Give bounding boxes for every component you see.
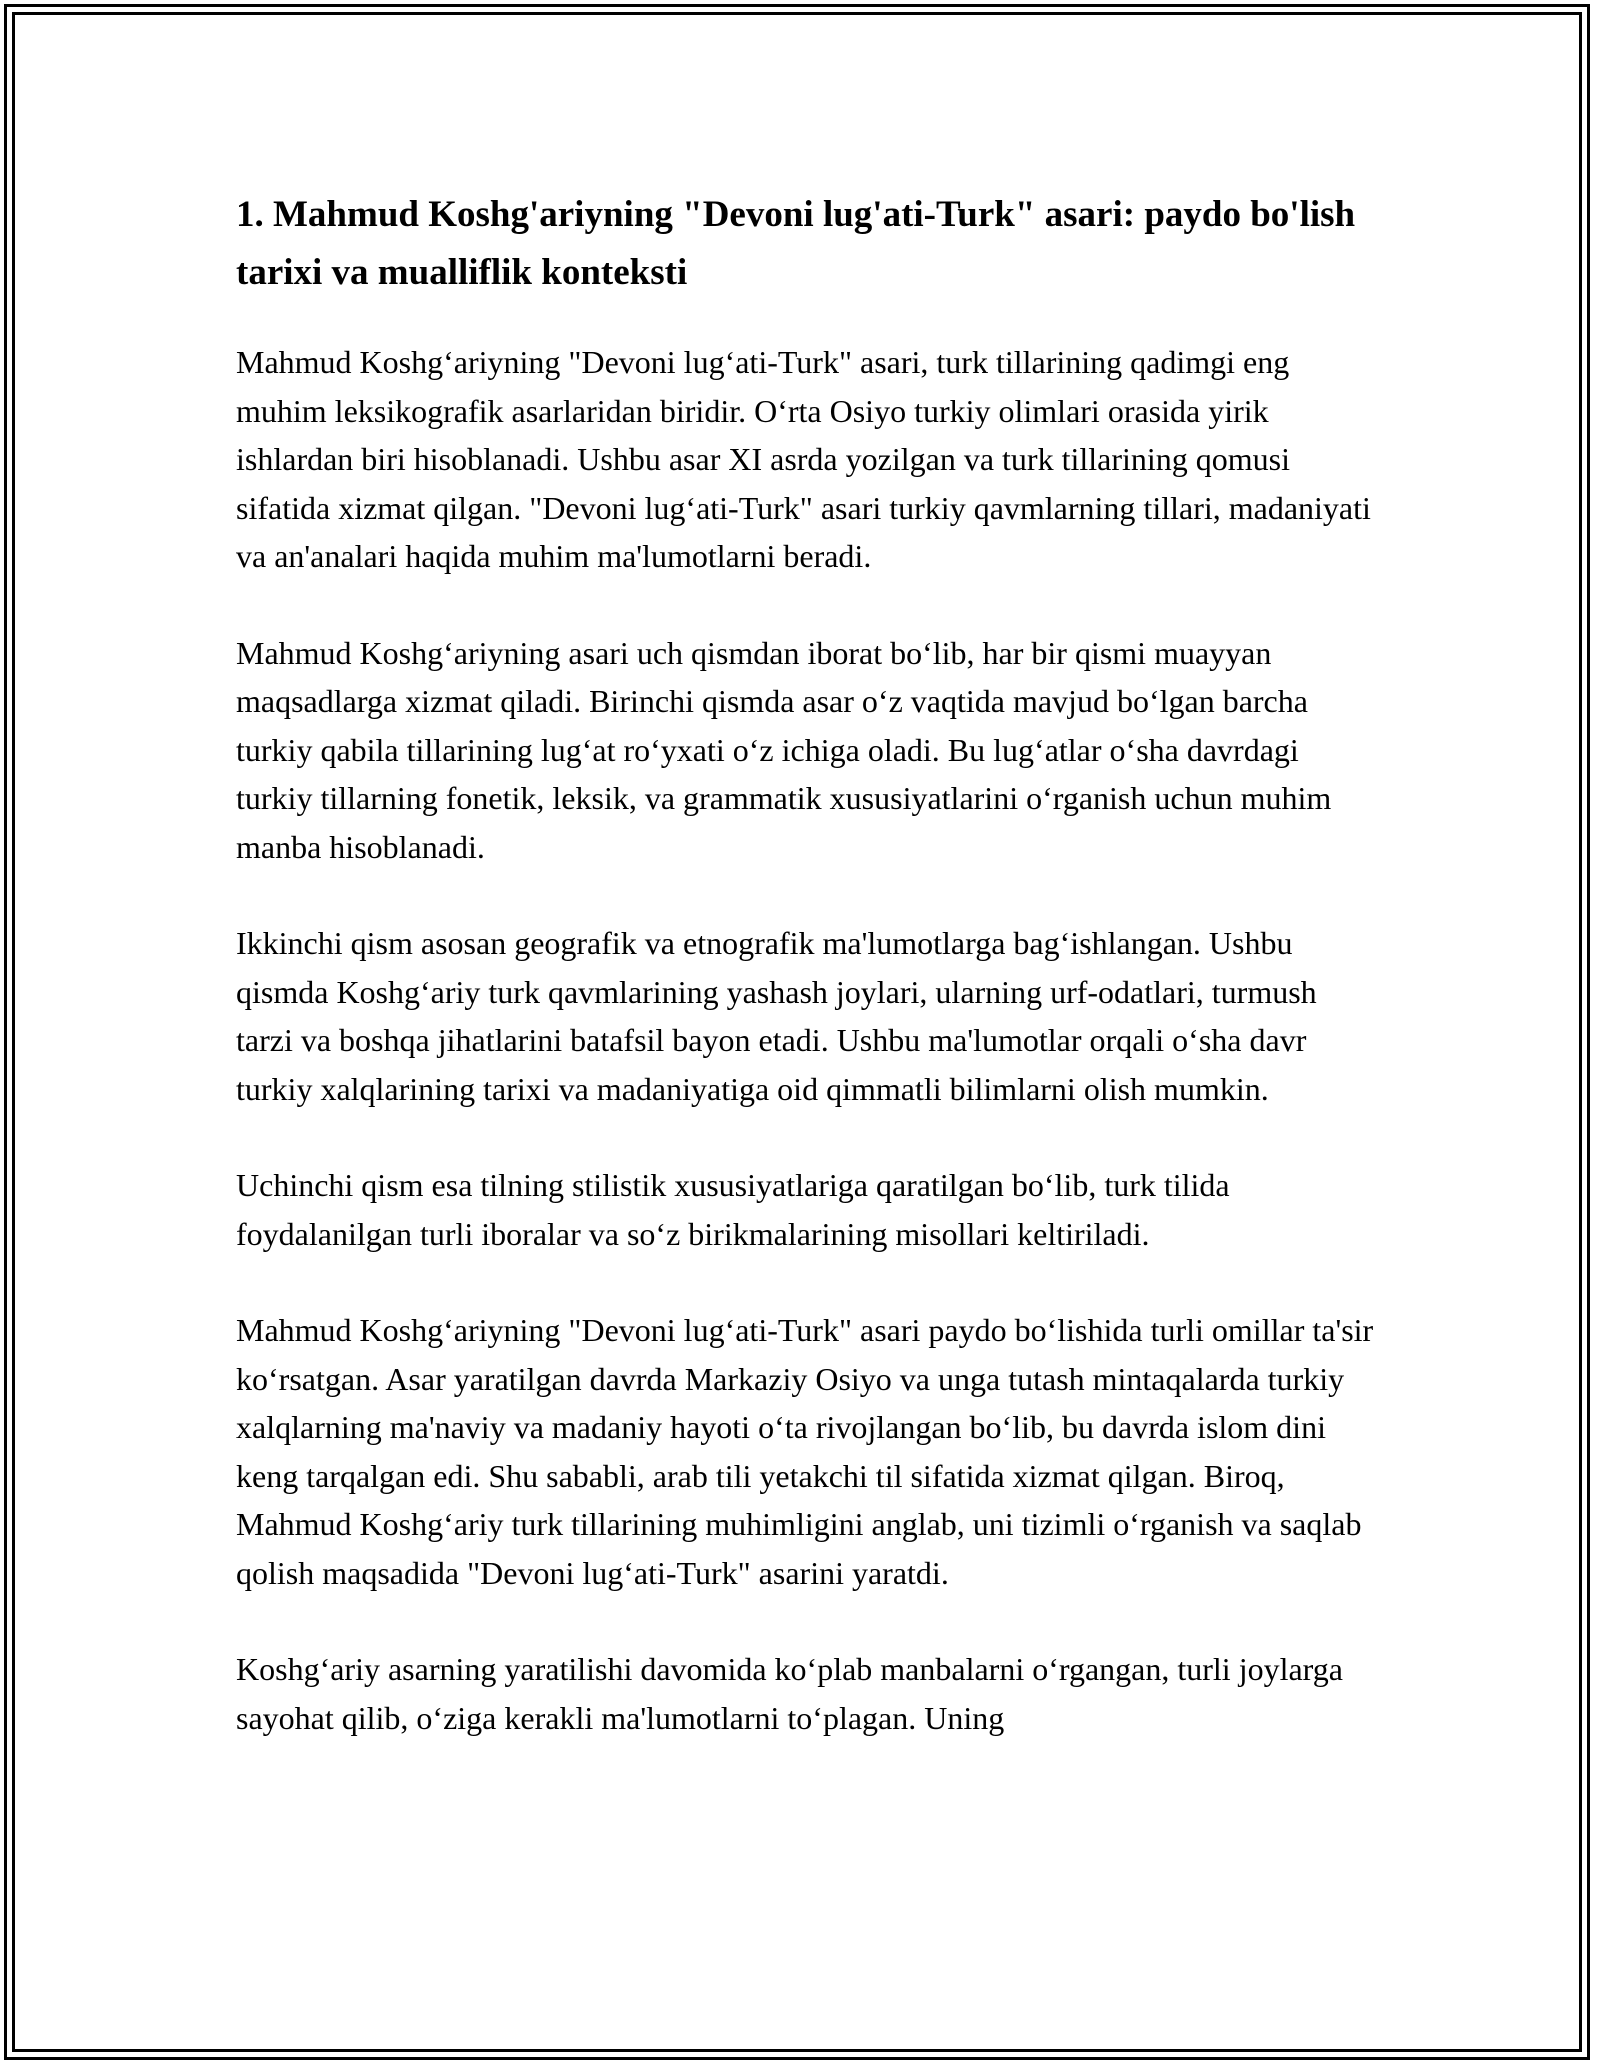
paragraph-4: Uchinchi qism esa tilning stilistik xususiyatlariga qaratilgan bo‘lib, turk tilida foydalanilgan turli iboralar va so‘z birikmalarining misollari keltiriladi. xyxy=(236,1167,1230,1252)
paragraph-2: Mahmud Koshg‘ariyning asari uch qismdan iborat bo‘lib, har bir qismi muayyan maqsadlarga xizmat qiladi. Birinchi qismda asar o‘z vaqtida mavjud bo‘lgan barcha turkiy qabila tillarining lug‘at ro‘yxati o‘z ichiga oladi. Bu lug‘atlar o‘sha davrdagi turkiy tillarning fonetik, leksik, va grammatik xususiyatlarini o‘rganish uchun muhim manba hisoblanadi. xyxy=(236,634,1332,865)
paragraph-6: Koshg‘ariy asarning yaratilishi davomida ko‘plab manbalarni o‘rgangan, turli joylarga sayohat qilib, o‘ziga kerakli ma'lumotlarni to‘plagan. Uning xyxy=(236,1651,1343,1736)
document-body xyxy=(236,186,1376,1790)
paragraph-1: Mahmud Koshg‘ariyning "Devoni lug‘ati-Turk" asari, turk tillarining qadimgi eng muhim leksikografik asarlaridan biridir. O‘rta Osiyo turkiy olimlari orasida yirik ishlardan biri hisoblanadi. Ushbu asar XI asrda yozilgan va turk tillarining qomusi sifatida xizmat qilgan. "Devoni lug‘ati-Turk" asari turkiy qavmlarning tillari, madaniyati va an'analari haqida muhim ma'lumotlarni beradi. xyxy=(236,344,1371,574)
paragraph-5: Mahmud Koshg‘ariyning "Devoni lug‘ati-Turk" asari paydo bo‘lishida turli omillar ta'sir ko‘rsatgan. Asar yaratilgan davrda Markaziy Osiyo va unga tutash mintaqalarda turkiy xalqlarning ma'naviy va madaniy hayoti o‘ta rivojlangan bo‘lib, bu davrda islom dini keng tarqalgan edi. Shu sababli, arab tili yetakchi til sifatida xizmat qilgan. Biroq, Mahmud Koshg‘ariy turk tillarining muhimligini anglab, uni tizimli o‘rganish va saqlab qolish maqsadida "Devoni lug‘ati-Turk" asarini yaratdi. xyxy=(236,1312,1374,1591)
paragraph-3: Ikkinchi qism asosan geografik va etnografik ma'lumotlarga bag‘ishlangan. Ushbu qismda Koshg‘ariy turk qavmlarining yashash joylari, ularning urf-odatlari, turmush tarzi va boshqa jihatlarini batafsil bayon etadi. Ushbu ma'lumotlar orqali o‘sha davr turkiy xalqlarining tarixi va madaniyatiga oid qimmatli bilimlarni olish mumkin. xyxy=(236,925,1317,1107)
section-heading: 1. Mahmud Koshg'ariyning "Devoni lug'ati-Turk" asari: paydo bo'lish tarixi va mualliflik konteksti xyxy=(236,194,1356,293)
